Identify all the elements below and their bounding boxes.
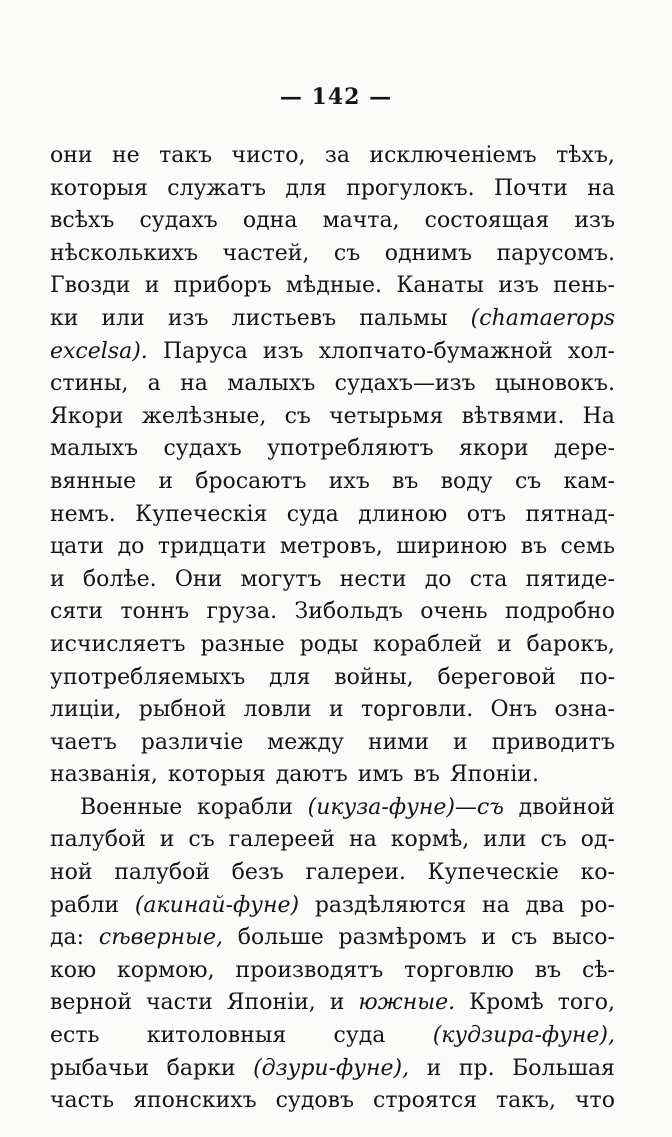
- word: Военные: [80, 794, 183, 820]
- word: хол-: [567, 338, 615, 364]
- word: суда: [333, 1023, 386, 1049]
- word: даютъ: [275, 762, 348, 788]
- word: употребляемыхъ: [50, 664, 246, 690]
- word: съ: [540, 827, 567, 853]
- word: до: [117, 534, 145, 560]
- word: употребляютъ: [267, 436, 434, 462]
- word: дере-: [553, 436, 615, 462]
- word: на: [180, 371, 208, 397]
- word: два: [525, 892, 565, 918]
- word: и: [329, 697, 344, 723]
- word: тѣхъ,: [556, 143, 615, 168]
- word: Они: [174, 566, 223, 592]
- word: (икуза-фуне)—съ: [307, 794, 504, 820]
- word: Японіи,: [226, 990, 316, 1016]
- word: пятнад-: [525, 501, 615, 527]
- text-line: [50, 173, 615, 206]
- word: съ: [514, 468, 542, 494]
- word: по-: [579, 664, 615, 690]
- word: торговли.: [360, 697, 474, 723]
- word: которыя: [167, 762, 266, 788]
- word: ловли: [243, 697, 312, 723]
- word: Купеческія: [135, 501, 268, 527]
- word: цати: [50, 534, 105, 560]
- word: строятся: [373, 1088, 478, 1114]
- word: для: [285, 175, 327, 201]
- text-line: [50, 955, 615, 988]
- text-line: [50, 759, 615, 792]
- word: цыновокъ.: [495, 371, 615, 397]
- word: желѣзные,: [141, 403, 267, 429]
- word: ними: [367, 729, 430, 755]
- text-line: [50, 336, 615, 369]
- word: Купеческіе: [427, 860, 559, 886]
- word: семь: [560, 534, 615, 560]
- text-line: [50, 824, 615, 857]
- text-line: [50, 531, 615, 564]
- word: судахъ: [163, 436, 242, 462]
- word: китоловныя: [146, 1023, 287, 1049]
- word: мѣдные.: [285, 273, 383, 299]
- word: (кудзира-фуне),: [432, 1023, 615, 1049]
- body-text: [50, 140, 615, 1118]
- word: Кромѣ: [469, 990, 544, 1016]
- word: и: [50, 566, 65, 592]
- word: состоящая: [424, 208, 550, 234]
- word: для: [269, 664, 311, 690]
- text-line: [50, 857, 615, 890]
- text-line: [50, 368, 615, 401]
- word: японскихъ: [133, 1088, 257, 1114]
- word: они: [50, 143, 93, 168]
- word: вѣтвями.: [461, 403, 565, 429]
- word: не: [111, 143, 140, 168]
- word: въ: [392, 468, 419, 494]
- word: сяти: [50, 599, 104, 625]
- word: съ: [284, 403, 311, 429]
- word: тоннъ: [120, 599, 190, 625]
- word: размѣромъ: [338, 925, 467, 951]
- word: и: [452, 729, 468, 755]
- word: груза.: [206, 599, 278, 625]
- text-line: [50, 466, 615, 499]
- word: судахъ: [139, 208, 218, 234]
- word: изъ: [262, 338, 304, 364]
- word: торговлю: [404, 957, 514, 983]
- word: изъ: [498, 273, 539, 299]
- word: частей,: [222, 240, 310, 266]
- word: и: [159, 827, 175, 853]
- word: въ: [520, 534, 548, 560]
- word: шириною: [396, 534, 508, 560]
- word: имъ: [357, 762, 404, 788]
- word: на: [349, 827, 377, 853]
- text-line: [50, 205, 615, 238]
- word: судовъ: [275, 1088, 355, 1114]
- word: excelsa).: [50, 338, 148, 364]
- text-line: [50, 270, 615, 303]
- word: хлопчато-бумажной: [318, 338, 553, 364]
- word: больше: [237, 925, 324, 951]
- word: безъ: [231, 860, 284, 886]
- text-line: [50, 303, 615, 336]
- word: на: [587, 175, 615, 201]
- word: Онъ: [490, 697, 538, 723]
- word: На: [582, 403, 615, 429]
- text-line: [50, 987, 615, 1020]
- word: сѣверные,: [98, 925, 223, 951]
- word: якори: [458, 436, 529, 462]
- text-line: [50, 140, 615, 173]
- word: береговой: [437, 664, 556, 690]
- word: очень: [420, 599, 488, 625]
- word: до: [424, 566, 452, 592]
- word: высо-: [552, 925, 615, 951]
- word: кою: [50, 957, 97, 983]
- word: того,: [557, 990, 615, 1016]
- word: изъ: [167, 305, 209, 331]
- word: сѣ-: [581, 957, 615, 983]
- word: на: [481, 892, 510, 918]
- word: и: [496, 631, 512, 657]
- word: или: [101, 305, 145, 331]
- word: вянные: [50, 468, 137, 494]
- word: производятъ: [235, 957, 384, 983]
- word: есть: [50, 1023, 100, 1049]
- word: барки: [166, 1055, 236, 1081]
- word: съ: [510, 925, 538, 951]
- word: такъ,: [496, 1088, 557, 1114]
- word: лиціи,: [50, 697, 122, 723]
- text-line: [50, 1085, 615, 1118]
- word: всѣхъ: [50, 208, 115, 234]
- text-line: [50, 727, 615, 760]
- word: суда: [286, 501, 339, 527]
- word: южные.: [358, 990, 456, 1016]
- word: Гвозди: [50, 273, 131, 299]
- word: од-: [580, 827, 615, 853]
- word: различіе: [140, 729, 244, 755]
- word: кораблей: [372, 631, 483, 657]
- word: части: [146, 990, 213, 1016]
- word: кам-: [563, 468, 615, 494]
- word: ихъ: [328, 468, 370, 494]
- text-line: [50, 629, 615, 662]
- word: чаетъ: [50, 729, 117, 755]
- word: Канаты: [396, 273, 484, 299]
- word: бросаютъ: [195, 468, 307, 494]
- word: а: [147, 371, 161, 397]
- word: кормѣ,: [390, 827, 470, 853]
- word: и: [329, 990, 345, 1016]
- word: между: [267, 729, 345, 755]
- text-line: [50, 401, 615, 434]
- word: отъ: [466, 501, 507, 527]
- word: или: [483, 827, 527, 853]
- word: галереи.: [305, 860, 406, 886]
- word: нѣсколькихъ: [50, 240, 199, 266]
- word: малыхъ: [50, 436, 139, 462]
- word: малыхъ: [227, 371, 316, 397]
- text-line: [50, 499, 615, 532]
- word: войны,: [334, 664, 414, 690]
- text-line: [50, 564, 615, 597]
- word: четырьмя: [329, 403, 444, 429]
- word: парусомъ.: [496, 240, 615, 266]
- word: однимъ: [384, 240, 472, 266]
- text-line: [50, 1020, 615, 1053]
- word: такъ: [159, 143, 213, 168]
- word: метровъ,: [279, 534, 383, 560]
- word: двойной: [518, 794, 615, 820]
- word: пальмы: [359, 305, 448, 331]
- word: съ: [333, 240, 361, 266]
- word: рабли: [50, 892, 120, 918]
- word: приводитъ: [491, 729, 615, 755]
- word: барокъ,: [526, 631, 615, 657]
- text-line: [50, 596, 615, 629]
- text-line: [50, 433, 615, 466]
- word: роды: [299, 631, 359, 657]
- word: въ: [413, 762, 440, 788]
- word: Якори: [50, 403, 124, 429]
- word: нести: [339, 566, 407, 592]
- word: могутъ: [240, 566, 322, 592]
- word: изъ: [574, 208, 615, 234]
- page-number: — 142 —: [279, 84, 393, 110]
- word: подробно: [505, 599, 615, 625]
- word: ко-: [580, 860, 615, 886]
- word: рыбной: [138, 697, 227, 723]
- word: воду: [440, 468, 493, 494]
- word: названія,: [50, 762, 158, 788]
- word: одна: [242, 208, 298, 234]
- word: ной: [50, 860, 93, 886]
- word: Большая: [512, 1055, 615, 1081]
- word: озна-: [554, 697, 615, 723]
- word: пень-: [553, 273, 615, 299]
- word: (акинай-фуне): [134, 892, 300, 918]
- word: исчисляетъ: [50, 631, 186, 657]
- word: Японіи.: [449, 762, 539, 788]
- word: Паруса: [162, 338, 248, 364]
- text-line: [50, 890, 615, 923]
- word: и: [426, 1055, 442, 1081]
- word: разные: [200, 631, 285, 657]
- word: исключеніемъ: [369, 143, 537, 168]
- text-line: [50, 238, 615, 271]
- word: мачта,: [322, 208, 400, 234]
- word: прогулокъ.: [346, 175, 475, 201]
- word: верной: [50, 990, 133, 1016]
- word: корабли: [196, 794, 294, 820]
- word: рыбачьи: [50, 1055, 150, 1081]
- word: въ: [534, 957, 562, 983]
- word: и: [158, 468, 173, 494]
- word: раздѣляются: [314, 892, 467, 918]
- word: пр.: [458, 1055, 495, 1081]
- word: и: [144, 273, 160, 299]
- word: болѣе.: [82, 566, 157, 592]
- word: листьевъ: [231, 305, 337, 331]
- word: пятиде-: [525, 566, 615, 592]
- word: часть: [50, 1088, 115, 1114]
- text-line: [50, 1053, 615, 1086]
- word: что: [574, 1088, 615, 1114]
- word: и: [481, 925, 497, 951]
- word: стины,: [50, 371, 129, 397]
- word: судахъ—изъ: [334, 371, 476, 397]
- word: (chamaerops: [470, 305, 615, 331]
- word: немъ.: [50, 501, 116, 527]
- word: Почти: [494, 175, 568, 201]
- word: приборъ: [173, 273, 272, 299]
- text-line: [50, 922, 615, 955]
- word: тридцати: [157, 534, 267, 560]
- word: галереей: [228, 827, 336, 853]
- word: палубой: [50, 827, 146, 853]
- word: чисто,: [231, 143, 306, 168]
- text-line: [50, 662, 615, 695]
- word: да:: [50, 925, 85, 951]
- word: (дзури-фуне),: [253, 1055, 410, 1081]
- word: ки: [50, 305, 79, 331]
- text-line: [50, 694, 615, 727]
- word: Зибольдъ: [294, 599, 403, 625]
- word: палубой: [114, 860, 211, 886]
- text-line: [50, 792, 615, 825]
- word: ста: [469, 566, 508, 592]
- word: служатъ: [167, 175, 267, 201]
- word: съ: [188, 827, 215, 853]
- word: которыя: [50, 175, 148, 201]
- word: кормою,: [116, 957, 215, 983]
- word: ро-: [580, 892, 615, 918]
- word: длиною: [358, 501, 448, 527]
- word: за: [324, 143, 351, 168]
